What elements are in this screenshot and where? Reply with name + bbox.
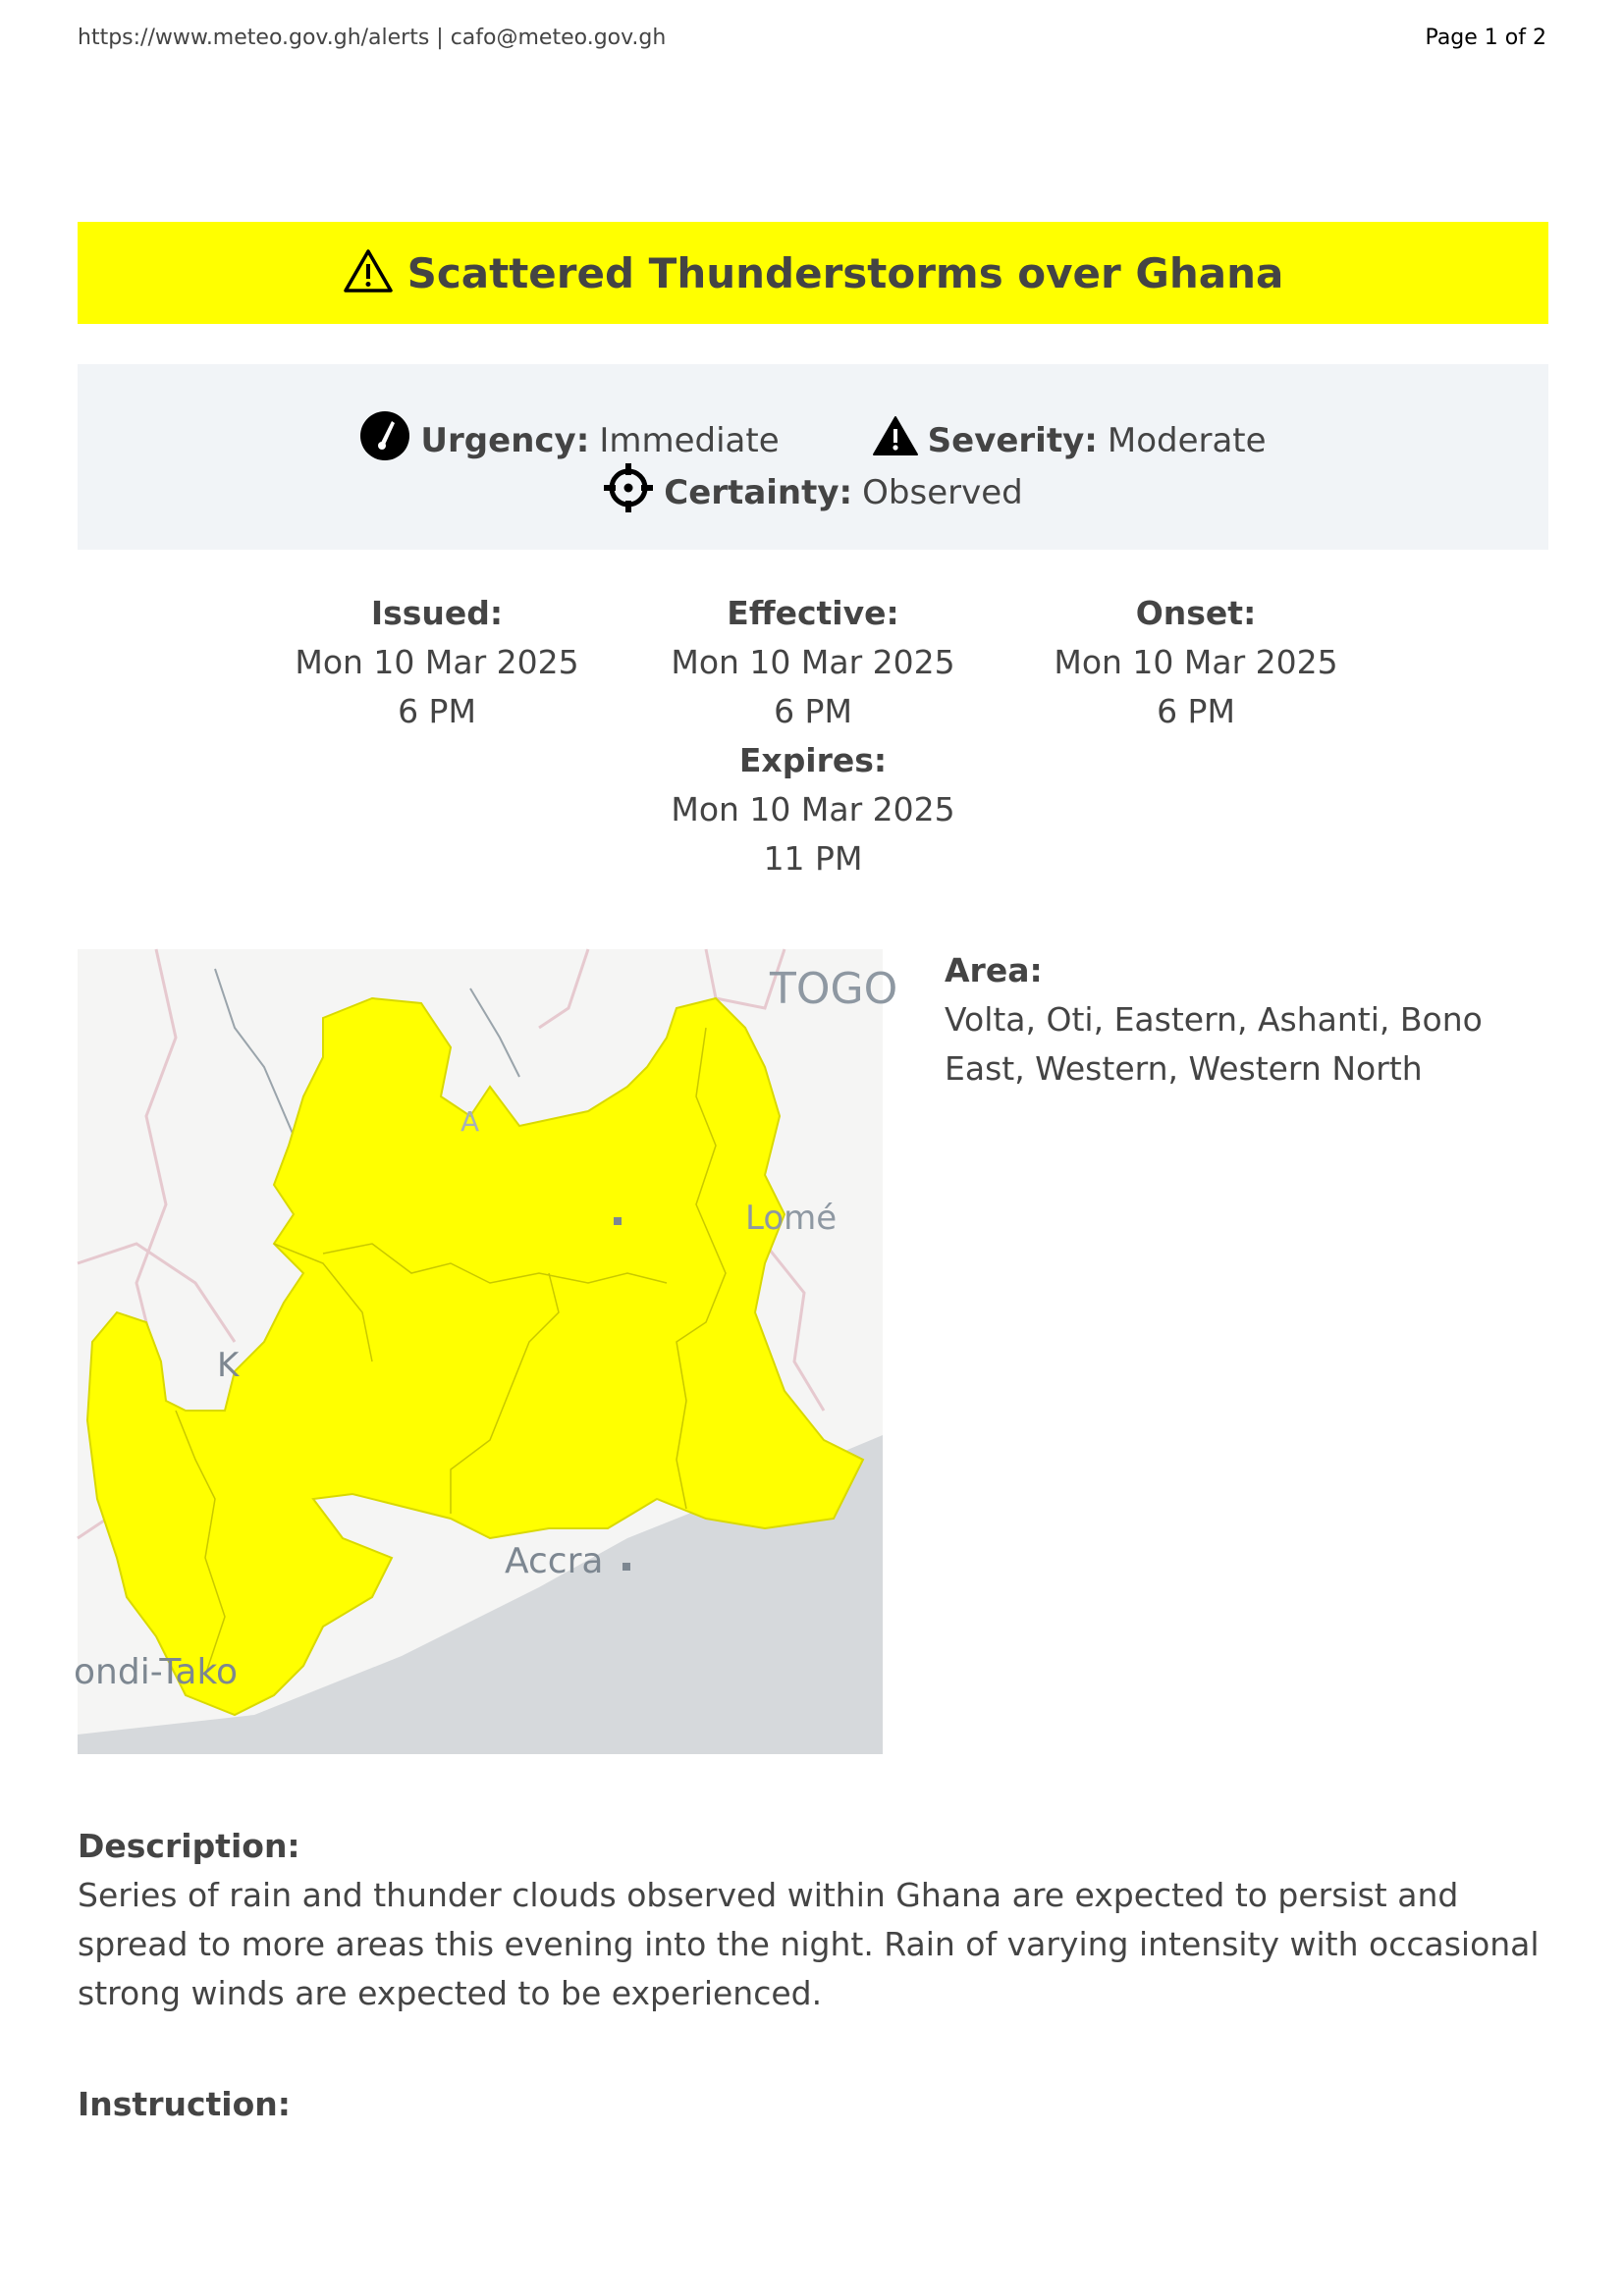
warning-triangle-outline-icon: [343, 248, 394, 297]
crosshair-icon: [603, 462, 654, 522]
onset-label: Onset:: [1135, 594, 1257, 632]
page-number: Page 1 of 2: [1425, 26, 1546, 50]
effective-time: 6 PM: [774, 692, 852, 730]
urgency-gauge-icon: [359, 410, 410, 470]
map-label-lome: Lomé: [745, 1199, 838, 1238]
area-label: Area:: [945, 951, 1043, 989]
description-label: Description:: [78, 1827, 300, 1865]
urgency-item: [359, 410, 779, 470]
map-label-accra: Accra: [505, 1541, 604, 1581]
severity-item: [873, 416, 1267, 464]
area-section: [945, 946, 1534, 1094]
expires-label: Expires:: [738, 741, 888, 779]
header-source: https://www.meteo.gov.gh/alerts | cafo@meteo.gov.gh: [78, 26, 667, 50]
certainty-value: Observed: [862, 472, 1023, 512]
onset-time: 6 PM: [1157, 692, 1235, 730]
warning-triangle-solid-icon: [873, 416, 918, 464]
map-label-togo: TOGO: [770, 964, 898, 1014]
onset-block: [1019, 589, 1373, 736]
urgency-value: Immediate: [599, 420, 780, 460]
certainty-label: Certainty:: [664, 472, 853, 512]
alert-title: Scattered Thunderstorms over Ghana: [406, 248, 1284, 297]
map-label-k: K: [217, 1346, 240, 1385]
instruction-label: Instruction:: [78, 2085, 291, 2123]
severity-value: Moderate: [1107, 420, 1267, 460]
description-text: Series of rain and thunder clouds observed within Ghana are expected to persist and spread to more areas this evening into the night. Rain of varying intensity with occasional strong winds are expected to be experienced.: [78, 1876, 1540, 2012]
expires-date: Mon 10 Mar 2025: [671, 790, 955, 828]
certainty-item: [603, 462, 1022, 522]
effective-block: [636, 589, 990, 736]
effective-date: Mon 10 Mar 2025: [671, 643, 955, 681]
alert-area-map: [74, 949, 898, 1754]
issued-label: Issued:: [370, 594, 504, 632]
map-canvas: [74, 949, 898, 1754]
issued-block: [260, 589, 614, 736]
issued-time: 6 PM: [398, 692, 476, 730]
map-label-a: A: [460, 1105, 480, 1138]
urgency-label: Urgency:: [420, 420, 590, 460]
effective-label: Effective:: [727, 594, 899, 632]
alert-banner: [78, 222, 1548, 324]
expires-block: [636, 736, 990, 883]
map-label-takoradi: ondi-Tako: [74, 1652, 239, 1692]
description-section: [78, 1822, 1550, 2018]
issued-date: Mon 10 Mar 2025: [295, 643, 579, 681]
expires-time: 11 PM: [763, 839, 863, 878]
severity-label: Severity:: [927, 420, 1098, 460]
onset-date: Mon 10 Mar 2025: [1054, 643, 1338, 681]
area-value: Volta, Oti, Eastern, Ashanti, Bono East, Western, Western North: [945, 1000, 1483, 1088]
alert-properties: [78, 364, 1548, 550]
